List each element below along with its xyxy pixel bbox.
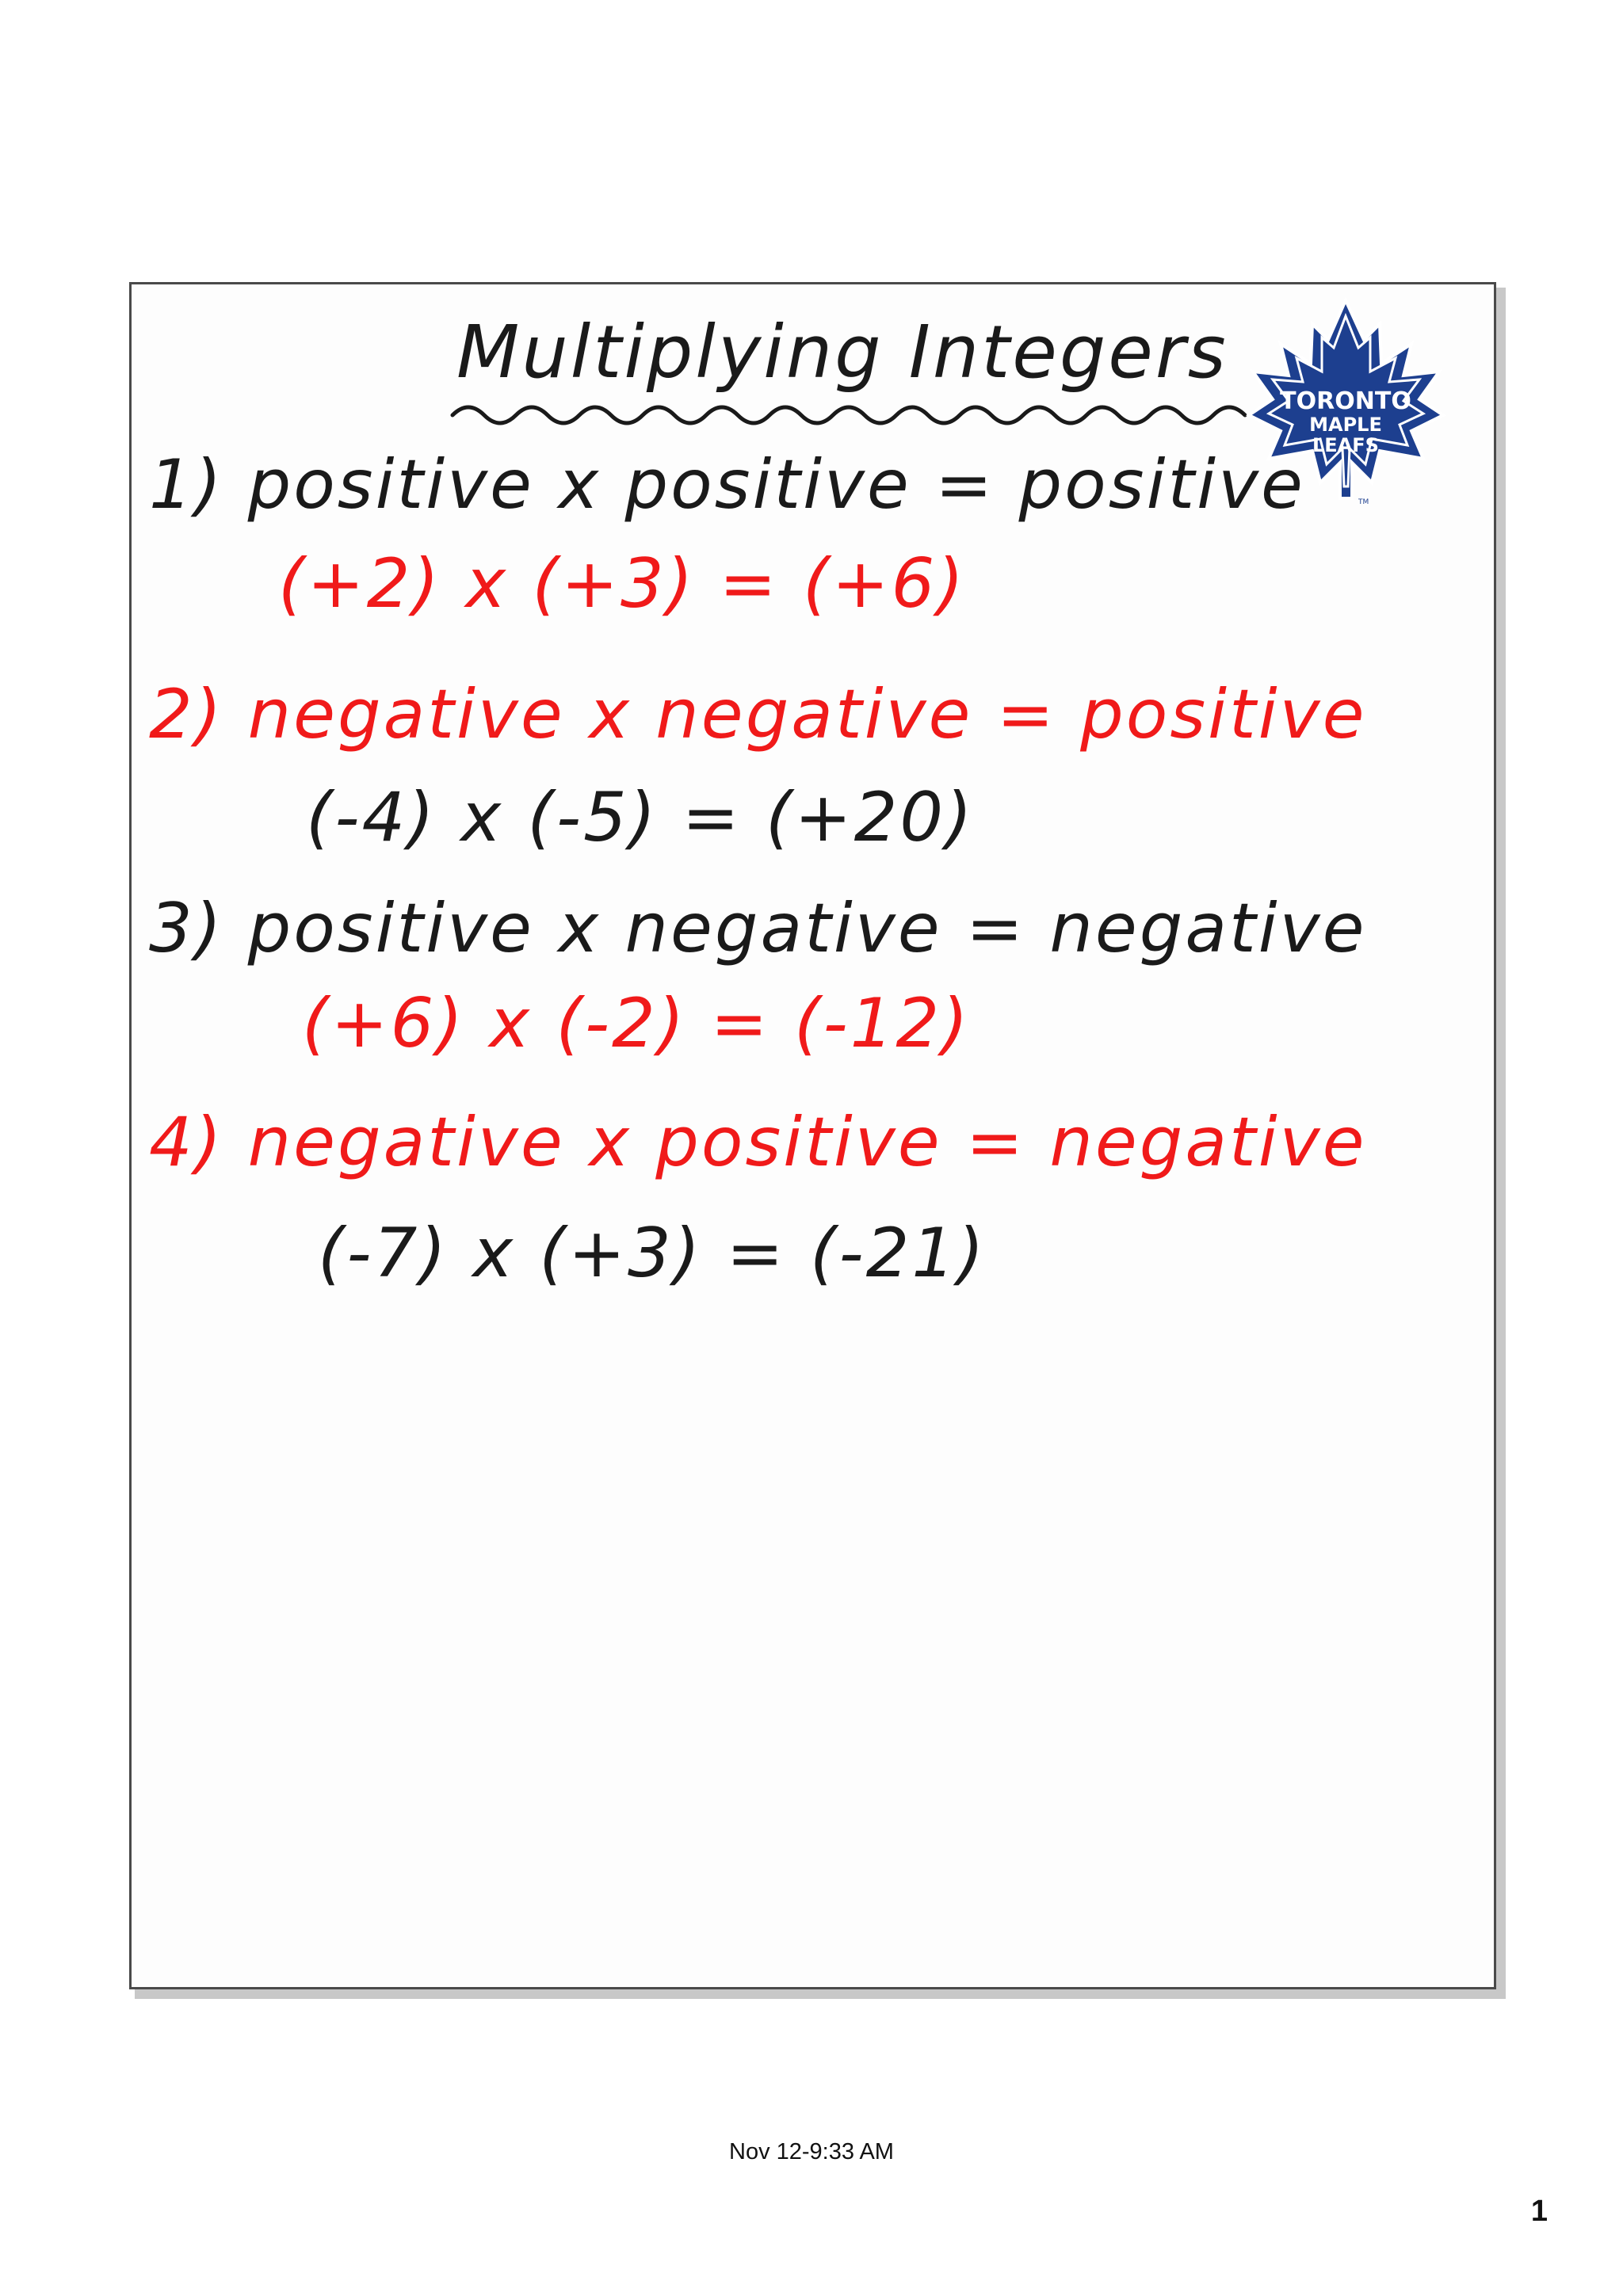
title-underline: [449, 395, 1257, 427]
page-title: Multiplying Integers: [456, 310, 1228, 395]
rule-3-example: (+6) x (-2) = (-12): [302, 984, 971, 1063]
rule-4-text: 4) negative x positive = negative: [149, 1103, 1367, 1182]
rule-2-example: (-4) x (-5) = (+20): [306, 778, 975, 857]
logo-line-2: MAPLE: [1309, 414, 1382, 436]
logo-line-1: TORONTO: [1280, 387, 1411, 415]
rule-2-text: 2) negative x negative = positive: [149, 675, 1367, 754]
whiteboard-page: [129, 282, 1496, 1989]
logo-line-3: LEAFS: [1312, 434, 1379, 456]
rule-1-text: 1) positive x positive = positive: [149, 445, 1305, 524]
footer-timestamp: Nov 12-9:33 AM: [729, 2139, 894, 2164]
maple-leafs-logo: [1245, 296, 1447, 506]
page-number: 1: [1530, 2195, 1548, 2228]
rule-3-text: 3) positive x negative = negative: [149, 889, 1367, 968]
rule-4-example: (-7) x (+3) = (-21): [318, 1214, 987, 1293]
logo-trademark: TM: [1358, 498, 1369, 506]
rule-1-example: (+2) x (+3) = (+6): [278, 544, 966, 624]
